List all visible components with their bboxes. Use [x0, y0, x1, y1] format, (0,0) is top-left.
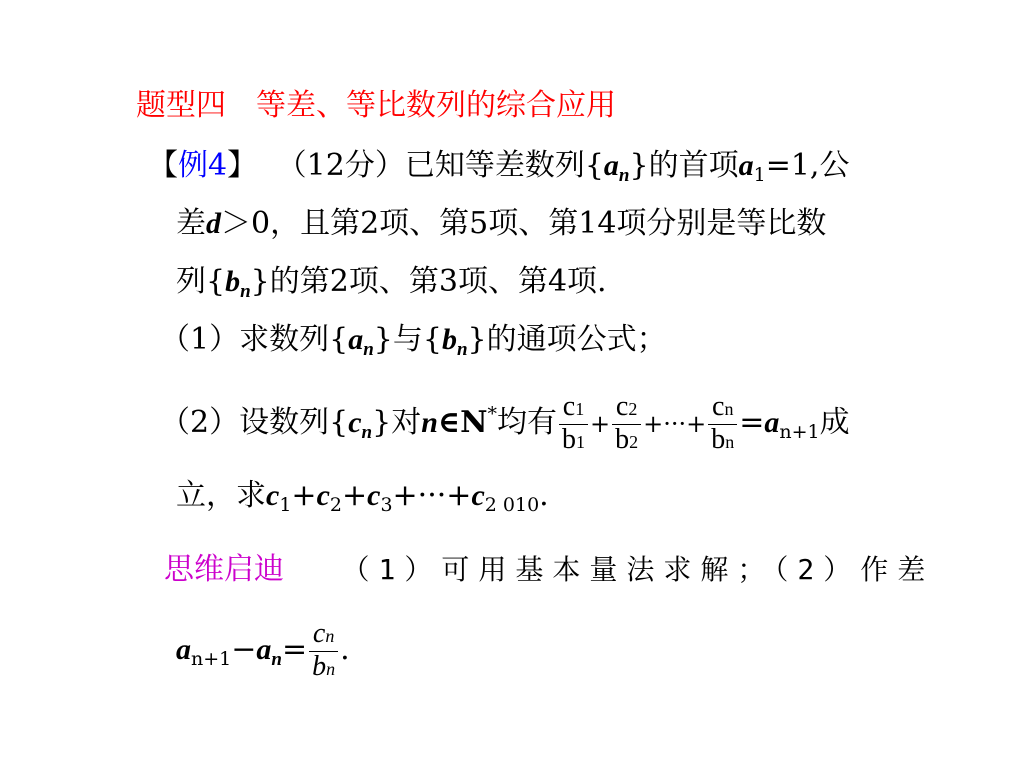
part-1: （1）求数列$\{a_n\}$与$\{b_n\}$的通项公式； [160, 322, 667, 360]
part2-junyou: 均有 [497, 405, 558, 440]
part2-prefix: （2）设数列 [160, 405, 330, 440]
part2-line2-a: 立，求 [176, 478, 266, 513]
part-2: （2）设数列$\{c_n\}$对n∈N*均有 $\frac{c1}{b1}$ + $\frac{c2}{b2}$ +···+ $\frac{cn}{bn}$ $=a_{n+1}$成 [160, 390, 850, 455]
example-line-3: 列$\{b_n\}$的第2项、第3项、第4项. [176, 264, 607, 302]
var-c: c [348, 406, 362, 439]
fraction-c1-b1: $\frac{c1}{b1}$ [559, 392, 588, 457]
example-line3-b: 的第2项、第3项、第4项. [269, 264, 607, 299]
hint-line [164, 550, 934, 590]
sub-n: n [618, 165, 630, 186]
var-a1: a [738, 149, 754, 182]
example-bracket-open: 【 [148, 148, 178, 183]
example-line2-b: ＞0，且第2项、第5项、第14项分别是等比数 [221, 206, 827, 241]
example-eq1: =1,公 [765, 148, 850, 183]
example-line3-a: 列 [176, 264, 206, 299]
part1-mid: 与 [392, 322, 423, 357]
sub-n-plus-1: n+1 [779, 421, 820, 443]
section-heading: 题型四 等差、等比数列的综合应用 [136, 88, 616, 123]
sub-2010: 2 010 [484, 494, 540, 516]
dots-sum: +···+ [643, 410, 707, 438]
plus-sign: + [590, 410, 611, 438]
fraction-c2-b2: $\frac{c2}{b2}$ [612, 392, 641, 457]
part2-dui: 对 [391, 405, 422, 440]
fraction-cn-over-bn: $\frac{cn}{bn}$ [309, 619, 338, 684]
sub-1: 1 [753, 164, 766, 186]
example-line-1: 【例4】 （12分）已知等差数列$\{a_n\}$的首项$a_1=1$,公 [148, 148, 850, 186]
example-bracket-close: 】 [227, 148, 258, 183]
part2-cheng: 成 [819, 405, 850, 440]
hint-text: （1）可用基本量法求解；（2）作差 [341, 553, 935, 586]
example-line-2 [176, 204, 826, 244]
example-text-2: 的首项 [648, 148, 739, 183]
example-line2-a: 差 [176, 206, 206, 241]
example-points: （12分） [276, 148, 405, 183]
var-d: d [206, 207, 221, 240]
part-2-line-2: 立，求$c_1+c_2+c_3+\cdot\cdot\cdot+c_{2 010}$. [176, 478, 549, 516]
example-text-1: 已知等差数列 [404, 148, 585, 183]
example-label: 例4 [178, 148, 228, 183]
part2-in-N: ∈N [437, 405, 488, 440]
part1-prefix: （1）求数列 [160, 322, 330, 357]
var-b: b [225, 265, 241, 298]
hint-label: 思维启迪 [164, 552, 284, 587]
fraction-cn-bn: $\frac{cn}{bn}$ [708, 392, 737, 457]
var-a: a [603, 149, 619, 182]
hint-formula: $a_{n+1}-a_n=$ $\frac{cn}{bn}$ . [176, 617, 350, 682]
part1-suffix: 的通项公式； [486, 322, 667, 357]
